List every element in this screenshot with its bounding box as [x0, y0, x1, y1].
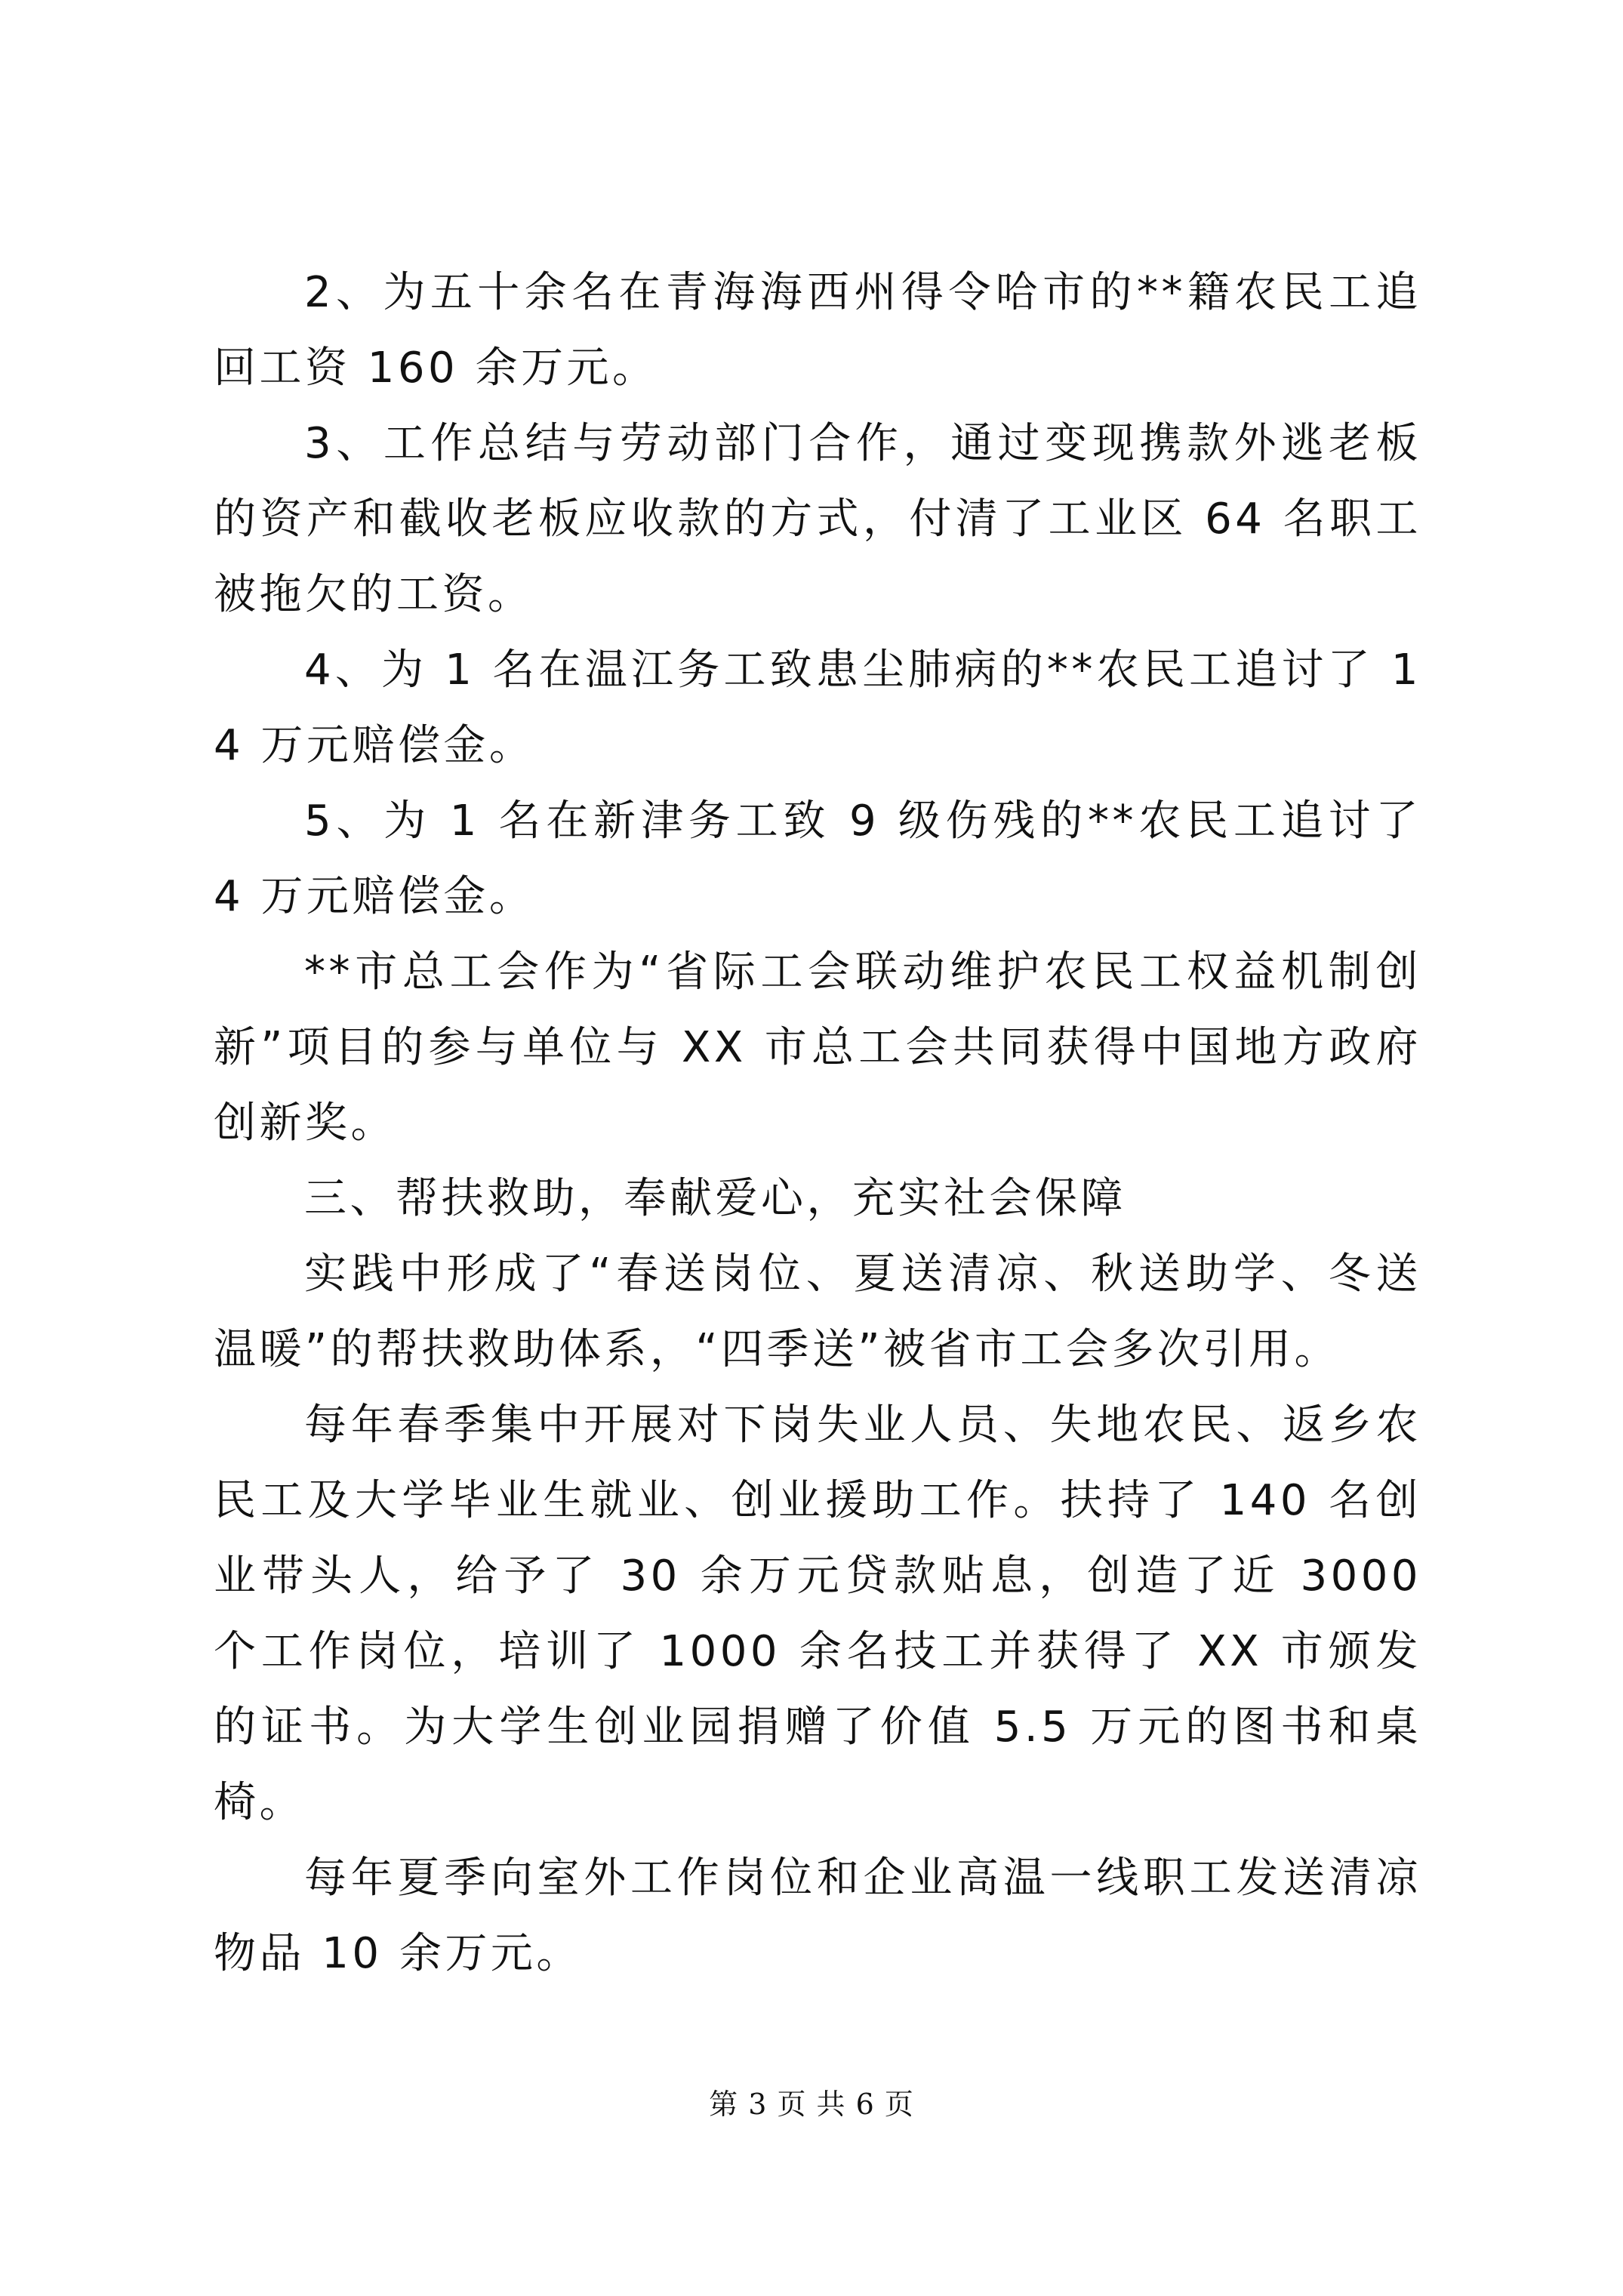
document-body	[214, 255, 1421, 1992]
paragraph-item-3-labor-dept: 3、工作总结与劳动部门合作，通过变现携款外逃老板的资产和截收老板应收款的方式，付清了工业区 64 名职工被拖欠的工资。	[214, 419, 1421, 619]
paragraph-item-5-compensation: 5、为 1 名在新津务工致 9 级伤残的**农民工追讨了 4 万元赔偿金。	[214, 797, 1421, 921]
paragraph-four-seasons: 实践中形成了“春送岗位、夏送清凉、秋送助学、冬送温暖”的帮扶救助体系，“四季送”被省市工会多次引用。	[214, 1250, 1421, 1374]
paragraph-item-2-wages: 2、为五十余名在青海海西州得令哈市的**籍农民工追回工资 160 余万元。	[214, 268, 1421, 393]
page-footer: 第 3 页 共 6 页	[709, 2088, 914, 2121]
section-heading-3: 三、帮扶救助，奉献爱心，充实社会保障	[304, 1174, 1126, 1223]
paragraph-summer-aid: 每年夏季向室外工作岗位和企业高温一线职工发送清凉物品 10 余万元。	[214, 1854, 1421, 1978]
paragraph-spring-aid: 每年春季集中开展对下岗失业人员、失地农民、返乡农民工及大学毕业生就业、创业援助工作。扶持了 140 名创业带头人，给予了 30 余万元贷款贴息，创造了近 3000 个工作岗位，培训了 1000 余名技工并获得了 XX 市颁发的证书。为大学生创业园捐赠了价值 5.5 万元的图书和桌椅。	[214, 1401, 1421, 1827]
paragraph-item-4-compensation: 4、为 1 名在温江务工致患尘肺病的**农民工追讨了 14 万元赔偿金。	[214, 646, 1421, 770]
paragraph-innovation-award: **市总工会作为“省际工会联动维护农民工权益机制创新”项目的参与单位与 XX 市总工会共同获得中国地方政府创新奖。	[214, 948, 1421, 1148]
